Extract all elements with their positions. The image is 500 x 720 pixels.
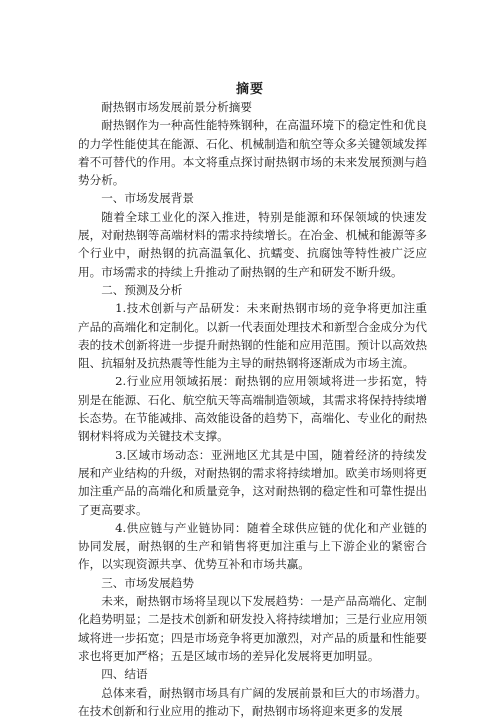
paragraph: 4.供应链与产业链协同：随着全球供应链的优化和产业链的协同发展，耐热钢的生产和销售将更加注重与上下游企业的紧密合作，以实现资源共享、优势互补和市场共赢。 (78, 519, 427, 574)
paragraph: 随着全球工业化的深入推进，特别是能源和环保领域的快速发展，对耐热钢等高端材料的需求持续增长。在冶金、机械和能源等多个行业中，耐热钢的抗高温氧化、抗蠕变、抗腐蚀等特性被广泛应用。市场需求的持续上升推动了耐热钢的生产和研发不断升级。 (78, 208, 427, 281)
paragraph: 1.技术创新与产品研发：未来耐热钢市场的竞争将更加注重产品的高端化和定制化。以新一代表面处理技术和新型合金成分为代表的技术创新将进一步提升耐热钢的性能和应用范围。预计以高效热阻、抗辐射及抗热震等性能为主导的耐热钢将逐渐成为市场主流。 (78, 299, 427, 372)
section-heading: 二、预测及分析 (78, 281, 427, 299)
paragraph: 3.区域市场动态：亚洲地区尤其是中国，随着经济的持续发展和产业结构的升级，对耐热钢的需求将持续增加。欧美市场则将更加注重产品的高端化和质量竞争，这对耐热钢的稳定性和可靠性提出了更高要求。 (78, 446, 427, 519)
paragraph: 2.行业应用领域拓展：耐热钢的应用领域将进一步拓宽，特别是在能源、石化、航空航天等高端制造领域，其需求将保持持续增长态势。在节能减排、高效能设备的趋势下，高端化、专业化的耐热钢材料将成为关键技术支撑。 (78, 372, 427, 445)
section-heading: 三、市场发展趋势 (78, 574, 427, 592)
document-body (78, 98, 427, 720)
section-heading: 四、结语 (78, 665, 427, 683)
paragraph: 耐热钢作为一种高性能特殊钢种，在高温环境下的稳定性和优良的力学性能使其在能源、石化、机械制造和航空等众多关键领域发挥着不可替代的作用。本文将重点探讨耐热钢市场的未来发展预测与趋势分析。 (78, 116, 427, 189)
paragraph: 未来，耐热钢市场将呈现以下发展趋势：一是产品高端化、定制化趋势明显；二是技术创新和研发投入将持续增加；三是行业应用领域将进一步拓宽；四是市场竞争将更加激烈，对产品的质量和性能要求也将更加严格；五是区域市场的差异化发展将更加明显。 (78, 592, 427, 665)
paragraph: 耐热钢市场发展前景分析摘要 (78, 98, 427, 116)
paragraph: 总体来看，耐热钢市场具有广阔的发展前景和巨大的市场潜力。在技术创新和行业应用的推动下，耐热钢市场将迎来更多的发展 (78, 684, 427, 720)
page-title: 摘要 (0, 78, 500, 97)
section-heading: 一、市场发展背景 (78, 189, 427, 207)
